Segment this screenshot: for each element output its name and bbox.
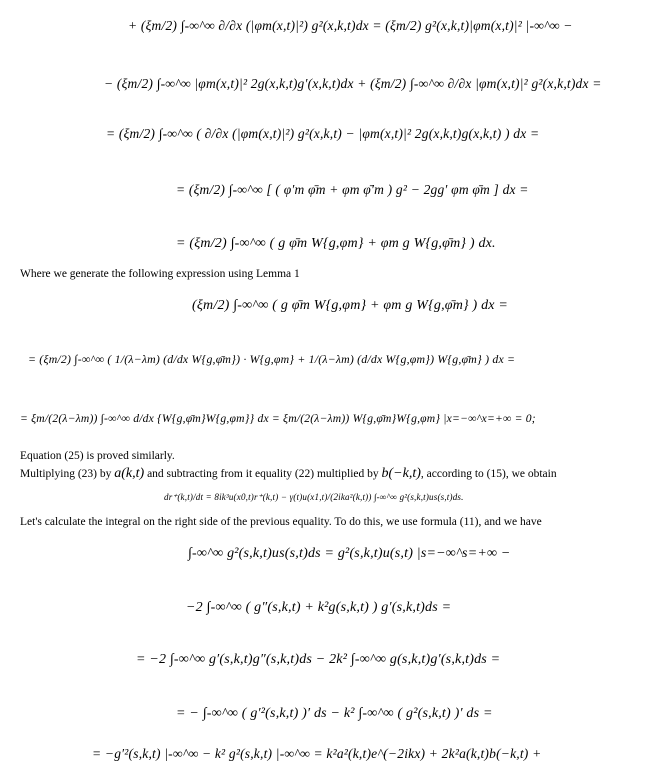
multiply-pre: Multiplying (23) by <box>20 468 112 480</box>
multiply-mid: and subtracting from it equality (22) multiplied by <box>147 468 379 480</box>
equation-line-13: = − ∫-∞^∞ ( g′²(s,k,t) )′ ds − k² ∫-∞^∞ ( g²(s,k,t) )′ ds = <box>176 706 493 721</box>
equation-line-3: = (ξm/2) ∫-∞^∞ ( ∂/∂x (|φm(x,t)|²) g²(x,k,t) − |φm(x,t)|² 2g(x,k,t)g(x,k,t) ) dx = <box>106 126 540 141</box>
multiply-b: b(−k,t) <box>381 466 421 481</box>
equation-line-10: ∫-∞^∞ g²(s,k,t)us(s,t)ds = g²(s,k,t)u(s,t) |s=−∞^s=+∞ − <box>188 546 511 561</box>
text-eq25: Equation (25) is proved similarly. <box>20 450 175 462</box>
equation-line-7: = (ξm/2) ∫-∞^∞ ( 1/(λ−λm) (d/dx W{g,φ̄m}) · W{g,φm} + 1/(λ−λm) (d/dx W{g,φm}) W{g,φ̄m} ) dx = <box>28 352 516 366</box>
equation-line-5: = (ξm/2) ∫-∞^∞ ( g φ̄m W{g,φm} + φm g W{g,φ̄m} ) dx. <box>176 236 496 251</box>
equation-line-1: + (ξm/2) ∫-∞^∞ ∂/∂x (|φm(x,t)|²) g²(x,k,t)dx = (ξm/2) g²(x,k,t)|φm(x,t)|² |-∞^∞ − <box>128 18 573 33</box>
equation-line-4: = (ξm/2) ∫-∞^∞ [ ( φ′m φ̄m + φm φ̄′m ) g² − 2gg′ φm φ̄m ] dx = <box>176 182 529 197</box>
text-calculate: Let's calculate the integral on the right side of the previous equality. To do this, we use formula (11), and we have <box>20 516 542 528</box>
multiply-a: a(k,t) <box>114 466 145 481</box>
equation-line-6: (ξm/2) ∫-∞^∞ ( g φ̄m W{g,φm} + φm g W{g,φ̄m} ) dx = <box>192 298 509 313</box>
equation-line-12: = −2 ∫-∞^∞ g′(s,k,t)g″(s,k,t)ds − 2k² ∫-∞^∞ g(s,k,t)g′(s,k,t)ds = <box>136 652 501 667</box>
equation-line-8: = ξm/(2(λ−λm)) ∫-∞^∞ d/dx {W{g,φ̄m}W{g,φm}} dx = ξm/(2(λ−λm)) W{g,φ̄m}W{g,φm} |x=−∞^x=+∞ = 0; <box>20 412 536 425</box>
text-where-lemma: Where we generate the following expression using Lemma 1 <box>20 268 300 280</box>
equation-line-9: dr⁺(k,t)/dt = 8ik³u(x0,t)r⁺(k,t) − γ(t)u(x1,t)/(2ika²(k,t)) ∫-∞^∞ g²(s,k,t)us(s,t)ds. <box>164 492 464 502</box>
equation-line-14: = −g′²(s,k,t) |-∞^∞ − k² g²(s,k,t) |-∞^∞ = k²a²(k,t)e^(−2ikx) + 2k²a(k,t)b(−k,t) + <box>92 746 542 761</box>
equation-line-11: −2 ∫-∞^∞ ( g″(s,k,t) + k²g(s,k,t) ) g′(s,k,t)ds = <box>186 600 452 615</box>
equation-line-2: − (ξm/2) ∫-∞^∞ |φm(x,t)|² 2g(x,k,t)g′(x,k,t)dx + (ξm/2) ∫-∞^∞ ∂/∂x |φm(x,t)|² g²(x,k,t)dx = <box>104 76 602 91</box>
text-multiplying <box>20 466 557 482</box>
multiply-post: , according to (15), we obtain <box>420 468 557 480</box>
